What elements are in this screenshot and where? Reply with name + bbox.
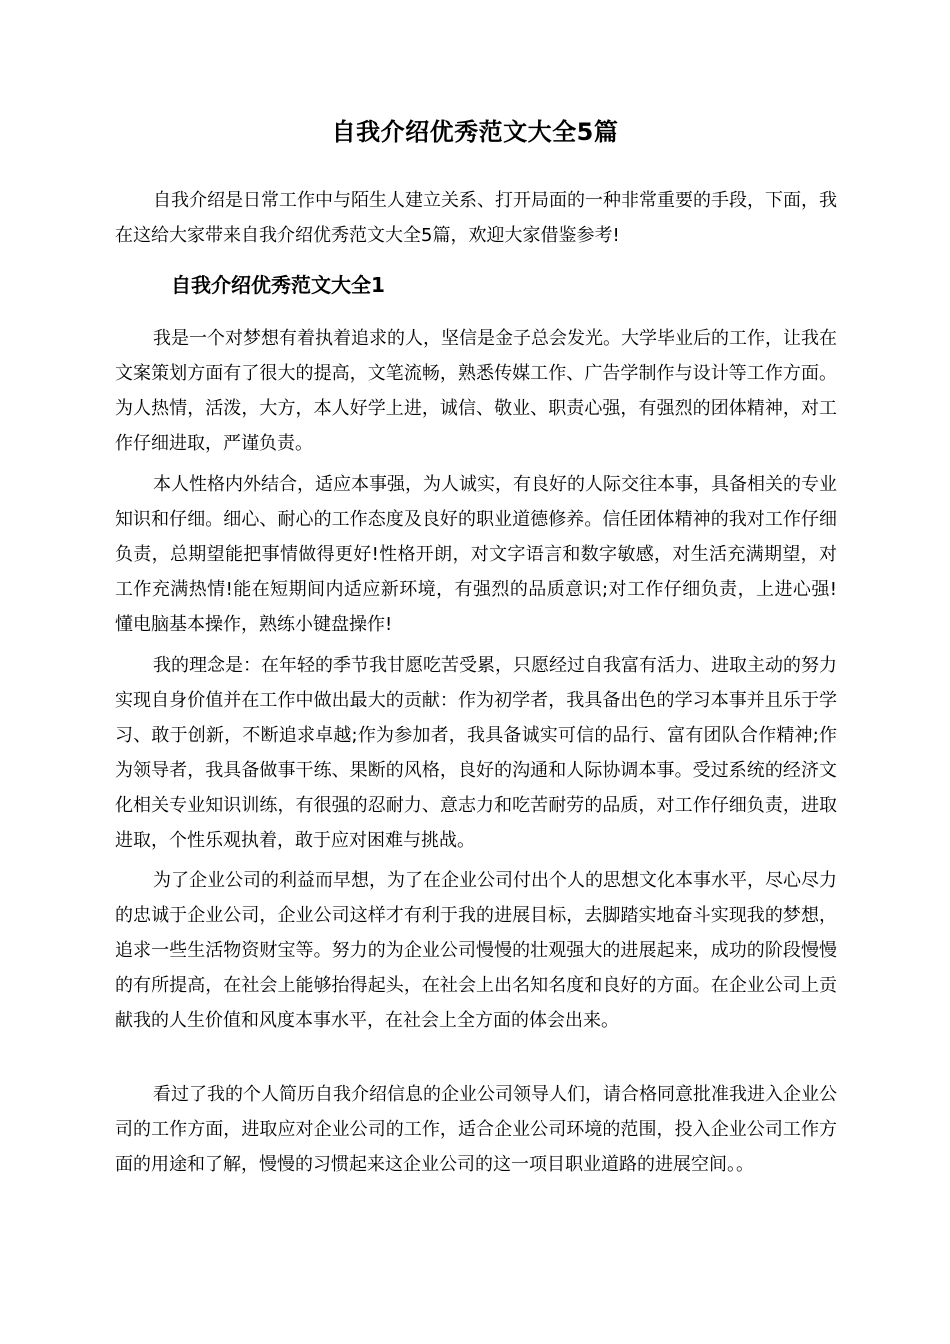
section-heading: 自我介绍优秀范文大全1 — [171, 273, 385, 297]
body-paragraph: 本人性格内外结合，适应本事强，为人诚实，有良好的人际交往本事，具备相关的专业知识和仔细。细心、耐心的工作态度及良好的职业道德修养。信任团体精神的我对工作仔细负责，总期望能把事情做得更好!性格开朗，对文字语言和数字敏感，对生活充满期望，对工作充满热情!能在短期间内适应新环境，有强烈的品质意识;对工作仔细负责，上进心强!懂电脑基本操作，熟练小键盘操作! — [115, 474, 837, 635]
intro-paragraph: 自我介绍是日常工作中与陌生人建立关系、打开局面的一种非常重要的手段，下面，我在这给大家带来自我介绍优秀范文大全5篇，欢迎大家借鉴参考! — [115, 190, 837, 246]
body-paragraph: 我是一个对梦想有着执着追求的人，坚信是金子总会发光。大学毕业后的工作，让我在文案策划方面有了很大的提高，文笔流畅，熟悉传媒工作、广告学制作与设计等工作方面。为人热情，活泼，大方，本人好学上进，诚信、敬业、职责心强，有强烈的团体精神，对工作仔细进取，严谨负责。 — [115, 328, 837, 454]
document-title: 自我介绍优秀范文大全5篇 — [331, 118, 619, 146]
body-paragraph: 为了企业公司的利益而早想，为了在企业公司付出个人的思想文化本事水平，尽心尽力的忠诚于企业公司，企业公司这样才有利于我的进展目标，去脚踏实地奋斗实现我的梦想，追求一些生活物资财宝等。努力的为企业公司慢慢的壮观强大的进展起来，成功的阶段慢慢的有所提高，在社会上能够抬得起头，在社会上出名知名度和良好的方面。在企业公司上贡献我的人生价值和风度本事水平，在社会上全方面的体会出来。 — [115, 870, 837, 1031]
body-paragraph: 我的理念是：在年轻的季节我甘愿吃苦受累，只愿经过自我富有活力、进取主动的努力实现自身价值并在工作中做出最大的贡献：作为初学者，我具备出色的学习本事并且乐于学习、敢于创新，不断追求卓越;作为参加者，我具备诚实可信的品行、富有团队合作精神;作为领导者，我具备做事干练、果断的风格，良好的沟通和人际协调本事。受过系统的经济文化相关专业知识训练，有很强的忍耐力、意志力和吃苦耐劳的品质，对工作仔细负责，进取进取，个性乐观执着，敢于应对困难与挑战。 — [115, 655, 837, 851]
body-paragraph: 看过了我的个人简历自我介绍信息的企业公司领导人们，请合格同意批准我进入企业公司的工作方面，进取应对企业公司的工作，适合企业公司环境的范围，投入企业公司工作方面的用途和了解，慢慢的习惯起来这企业公司的这一项目职业道路的进展空间。。 — [115, 1084, 837, 1175]
